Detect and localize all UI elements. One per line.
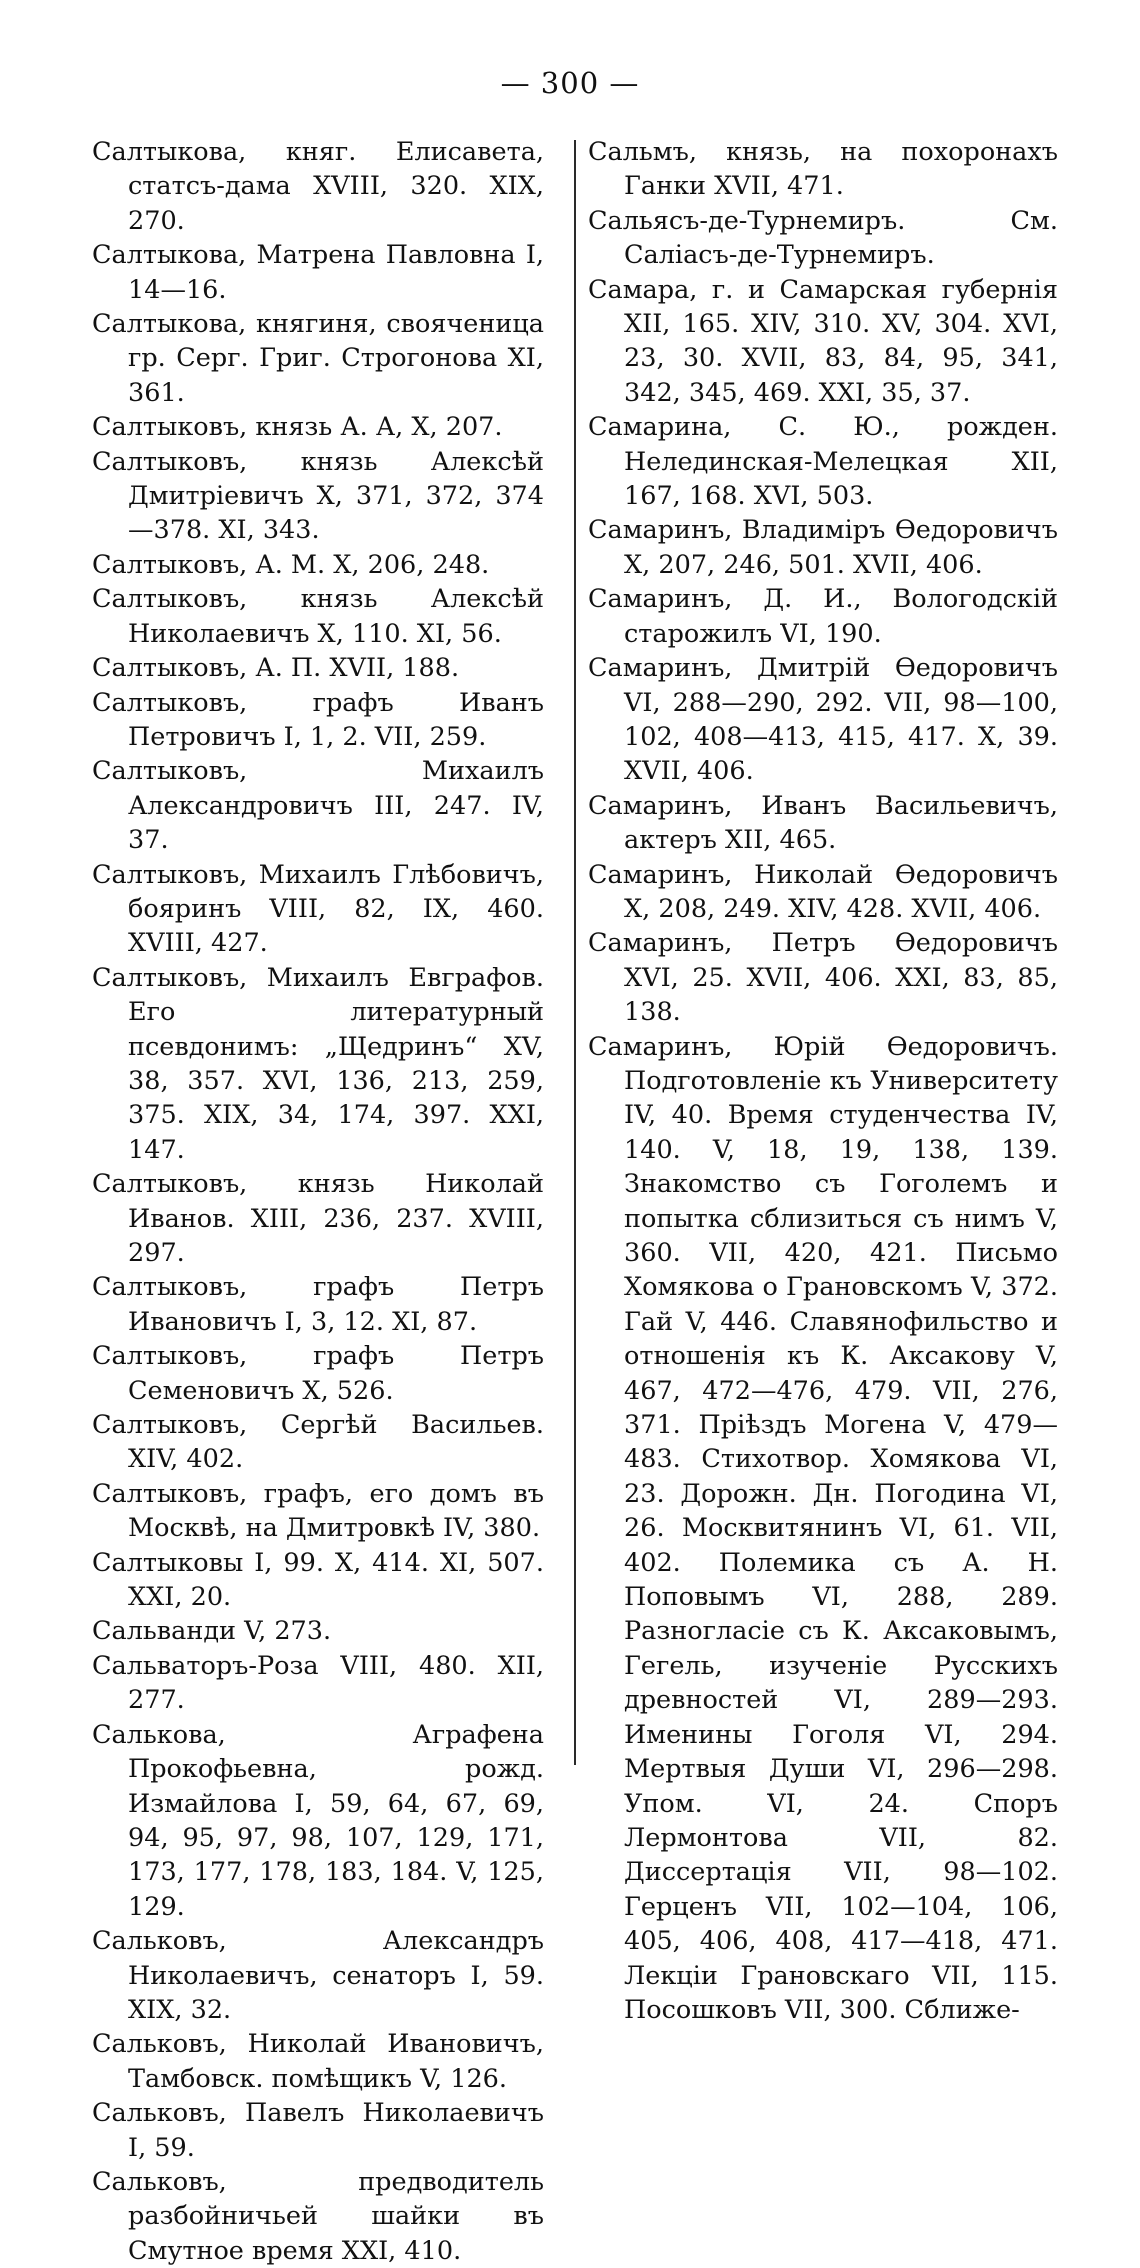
index-column-right — [588, 135, 1058, 2027]
index-entry: Салтыковъ, князь Николай Иванов. XIII, 236, 237. XVIII, 297. — [92, 1169, 544, 1268]
index-entry: Салтыковъ, Михаилъ Евграфов. Его литературный псевдонимъ: „Щедринъ“ XV, 38, 357. XVI, 136, 213, 259, 375. XIX, 34, 174, 397. XXI, 147. — [92, 962, 544, 1165]
index-entry: Салтыковъ, А. М. X, 206, 248. — [92, 549, 490, 580]
index-entry: Салтыкова, княг. Елисавета, статсъ-дама XVIII, 320. XIX, 270. — [92, 137, 544, 236]
index-entry: Сальясъ-де-Турнемиръ. См. Саліасъ-де-Турнемиръ. — [588, 205, 1058, 271]
index-entry: Самарина, С. Ю., рожден. Нелединская-Мелецкая XII, 167, 168. XVI, 503. — [588, 412, 1058, 512]
index-entry: Самаринъ, Д. И., Вологодскій старожилъ VI, 190. — [588, 584, 1058, 649]
index-entry: Салтыковъ, князь Алексѣй Николаевичъ X, 110. XI, 56. — [92, 584, 544, 649]
index-entry: Салтыковъ, графъ, его домъ въ Москвѣ, на Дмитровкѣ IV, 380. — [92, 1478, 544, 1544]
index-entry: Салтыковъ, князь Алексѣй Дмитріевичъ X, 371, 372, 374—378. XI, 343. — [92, 446, 544, 546]
index-entry: Самара, г. и Самарская губернія XII, 165. XIV, 310. XV, 304. XVI, 23, 30. XVII, 83, 84, 95, 341, 342, 345, 469. XXI, 35, 37. — [588, 274, 1058, 408]
index-entry: Сальковъ, предводитель разбойничьей шайки въ Смутное время XXI, 410. — [92, 2166, 544, 2266]
index-entry: Салтыковъ, графъ Петръ Семеновичъ X, 526. — [92, 1341, 544, 1406]
index-entry: Сальваторъ-Роза VIII, 480. XII, 277. — [92, 1650, 544, 1716]
index-entry: Салтыкова, княгиня, свояченица гр. Серг. Григ. Строгонова XI, 361. — [92, 309, 544, 408]
index-entry: Самаринъ, Юрій Ѳедоровичъ. Подготовленіе къ Университету IV, 40. Время студенчества IV, 140. V, 18, 19, 138, 139. Знакомство съ Гоголемъ и попытка сблизиться съ нимъ V, 360. VII, 420, 421. Письмо Хомякова о Грановскомъ V, 372. Гай V, 446. Славянофильство и отношенія къ К. Аксакову V, 467, 472—476, 479. VII, 276, 371. Пріѣздъ Могена V, 479—483. Стихотвор. Хомякова VI, 23. Дорожн. Дн. Погодина VI, 26. Москвитянинъ VI, 61. VII, 402. Полемика съ А. Н. Поповымъ VI, 288, 289. Разногласіе съ К. Аксаковымъ, Гегель, изученіе Русскихъ древностей VI, 289—293. Именины Гоголя VI, 294. Мертвыя Души VI, 296—298. Упом. VI, 24. Споръ Лермонтова VII, 82. Диссертація VII, 98—102. Герценъ VII, 102—104, 106, 405, 406, 408, 417—418, 471. Лекціи Грановскаго VII, 115. Посошковъ VII, 300. Сближе- — [588, 1031, 1058, 2025]
index-entry: Самаринъ, Петръ Ѳедоровичъ XVI, 25. XVII, 406. XXI, 83, 85, 138. — [588, 928, 1058, 1028]
index-entry: Самаринъ, Иванъ Васильевичъ, актеръ XII, 465. — [588, 790, 1058, 856]
index-entry: Салтыковы I, 99. X, 414. XI, 507. XXI, 20. — [92, 1547, 544, 1613]
index-entry: Сальковъ, Павелъ Николаевичъ I, 59. — [92, 2098, 544, 2163]
index-entry: Салькова, Аграфена Прокофьевна, рожд. Измайлова I, 59, 64, 67, 69, 94, 95, 97, 98, 107, 129, 171, 173, 177, 178, 183, 184. V, 125, 129. — [92, 1719, 544, 1922]
index-entry: Самаринъ, Владиміръ Ѳедоровичъ X, 207, 246, 501. XVII, 406. — [588, 515, 1058, 580]
index-entry: Самаринъ, Дмитрій Ѳедоровичъ VI, 288—290, 292. VII, 98—100, 102, 408—413, 415, 417. X, 39. XVII, 406. — [588, 653, 1058, 787]
index-entry: Сальмъ, князь, на похоронахъ Ганки XVII, 471. — [588, 137, 1058, 202]
index-entry: Салтыковъ, Михаилъ Глѣбовичъ, бояринъ VIII, 82, IX, 460. XVIII, 427. — [92, 859, 544, 959]
column-divider — [574, 140, 576, 1765]
index-entry: Сальковъ, Александръ Николаевичъ, сенаторъ I, 59. XIX, 32. — [92, 1926, 544, 2025]
page-number: — 300 — — [500, 66, 640, 100]
index-column-left — [92, 135, 544, 2268]
index-entry: Салтыковъ, А. П. XVII, 188. — [92, 653, 460, 684]
index-entry: Салтыковъ, графъ Петръ Ивановичъ I, 3, 12. XI, 87. — [92, 1272, 544, 1337]
index-entry: Самаринъ, Николай Ѳедоровичъ X, 208, 249. XIV, 428. XVII, 406. — [588, 859, 1058, 924]
index-entry: Салтыковъ, Сергѣй Васильев. XIV, 402. — [92, 1410, 544, 1475]
index-entry: Салтыковъ, князь А. А, X, 207. — [92, 412, 503, 443]
index-entry: Салтыковъ, Михаилъ Александровичъ III, 247. IV, 37. — [92, 756, 544, 856]
index-entry: Салтыкова, Матрена Павловна I, 14—16. — [92, 240, 544, 305]
index-entry: Сальванди V, 273. — [92, 1616, 332, 1647]
index-entry: Салтыковъ, графъ Иванъ Петровичъ I, 1, 2. VII, 259. — [92, 687, 544, 752]
index-entry: Сальковъ, Николай Ивановичъ, Тамбовск. помѣщикъ V, 126. — [92, 2029, 544, 2094]
